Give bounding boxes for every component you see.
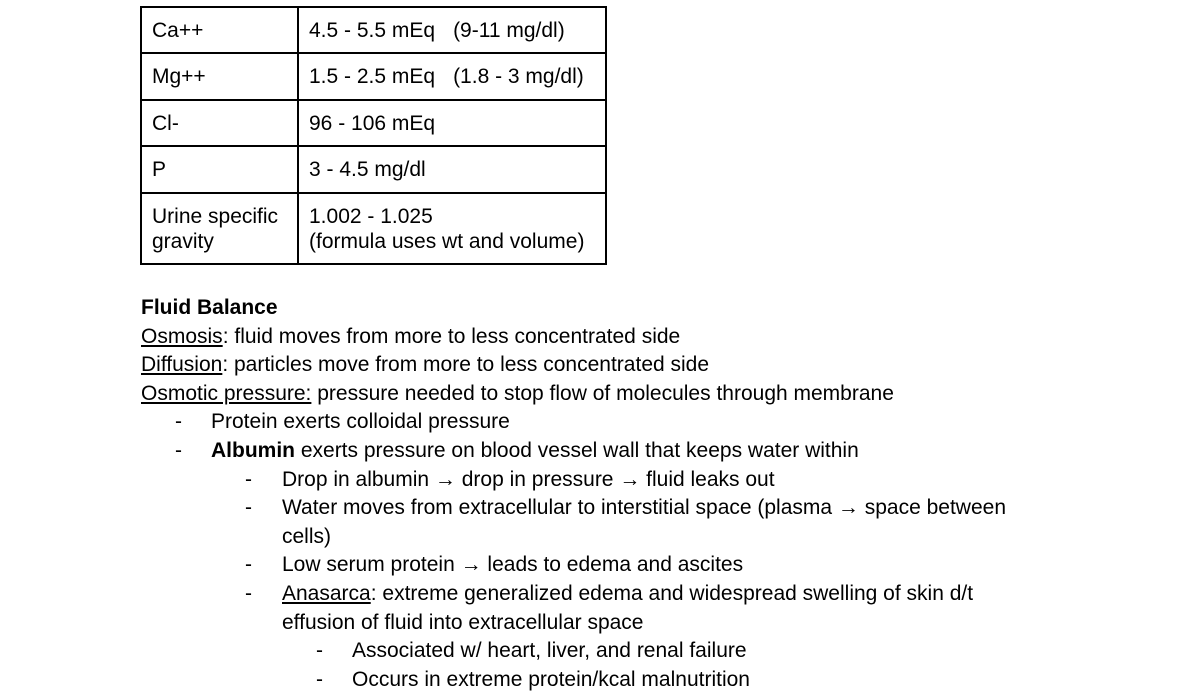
list-item-text: Low serum protein → leads to edema and ascites (282, 553, 744, 577)
table-row (141, 53, 606, 100)
value-main: 1.5 - 2.5 mEq (309, 65, 436, 88)
list-item (141, 466, 1006, 495)
bullet-dash: - (245, 467, 252, 491)
bullet-dash: - (245, 553, 252, 577)
row-label: Cl- (141, 100, 298, 146)
osmosis-definition (141, 323, 1006, 352)
list-item-text: Protein exerts colloidal pressure (211, 410, 510, 434)
bullet-dash: - (316, 667, 323, 691)
term-anasarca: Anasarca (282, 581, 371, 605)
row-label: P (141, 146, 298, 193)
list-item-text: exerts pressure on blood vessel wall that keeps water within (295, 438, 859, 462)
definition-text: : particles move from more to less concentrated side (222, 353, 710, 377)
bullet-dash: - (175, 438, 182, 462)
list-item-text: Water moves from extracellular to interstitial space (plasma → space between (282, 496, 1007, 520)
list-item-text: Drop in albumin → drop in pressure → fluid leaks out (282, 467, 775, 491)
list-item-text: Occurs in extreme protein/kcal malnutrition (352, 667, 750, 691)
label-line: gravity (152, 229, 214, 253)
table-row (141, 100, 606, 146)
list-item (141, 494, 1006, 523)
row-label: Mg++ (141, 53, 298, 100)
section-heading: Fluid Balance (141, 296, 278, 319)
bullet-dash: - (316, 639, 323, 663)
value-main: 1.002 - 1.025 (309, 204, 433, 228)
term-osmotic-pressure: Osmotic pressure: (141, 381, 312, 405)
value-note: (1.8 - 3 mg/dl) (453, 65, 584, 88)
list-item (141, 551, 1006, 580)
term-diffusion: Diffusion (141, 353, 223, 377)
table-row (141, 7, 606, 53)
osmotic-pressure-definition (141, 380, 1006, 409)
value-note: (9-11 mg/dl) (453, 18, 565, 42)
bullet-dash: - (245, 581, 252, 605)
row-value (298, 53, 606, 100)
definition-text: : fluid moves from more to less concentrated side (222, 324, 681, 348)
table-row (141, 146, 606, 193)
list-item-text: : extreme generalized edema and widespread swelling of skin d/t (370, 581, 974, 605)
list-item (141, 637, 1006, 666)
row-value (298, 7, 606, 53)
table-row (141, 193, 606, 264)
row-value (298, 193, 606, 264)
list-item (141, 666, 1006, 695)
term-osmosis: Osmosis (141, 324, 223, 348)
reference-values-table (140, 6, 607, 265)
row-value: 96 - 106 mEq (298, 100, 606, 146)
term-albumin: Albumin (211, 438, 295, 462)
row-label (141, 193, 298, 264)
list-item (141, 437, 1006, 466)
list-item-continuation: effusion of fluid into extracellular space (282, 610, 644, 634)
list-item (141, 408, 1006, 437)
definition-text: pressure needed to stop flow of molecules through membrane (311, 381, 894, 405)
list-item-continuation: cells) (282, 524, 332, 548)
bullet-dash: - (245, 496, 252, 520)
fluid-balance-notes (141, 294, 1006, 694)
value-main: 4.5 - 5.5 mEq (309, 18, 436, 42)
list-item-text: Associated w/ heart, liver, and renal failure (352, 639, 747, 663)
diffusion-definition (141, 351, 1006, 380)
value-note: (formula uses wt and volume) (309, 229, 585, 253)
row-value: 3 - 4.5 mg/dl (298, 146, 606, 193)
list-item (141, 580, 1006, 609)
label-line: Urine specific (152, 204, 279, 228)
bullet-dash: - (175, 410, 182, 434)
row-label: Ca++ (141, 7, 298, 53)
